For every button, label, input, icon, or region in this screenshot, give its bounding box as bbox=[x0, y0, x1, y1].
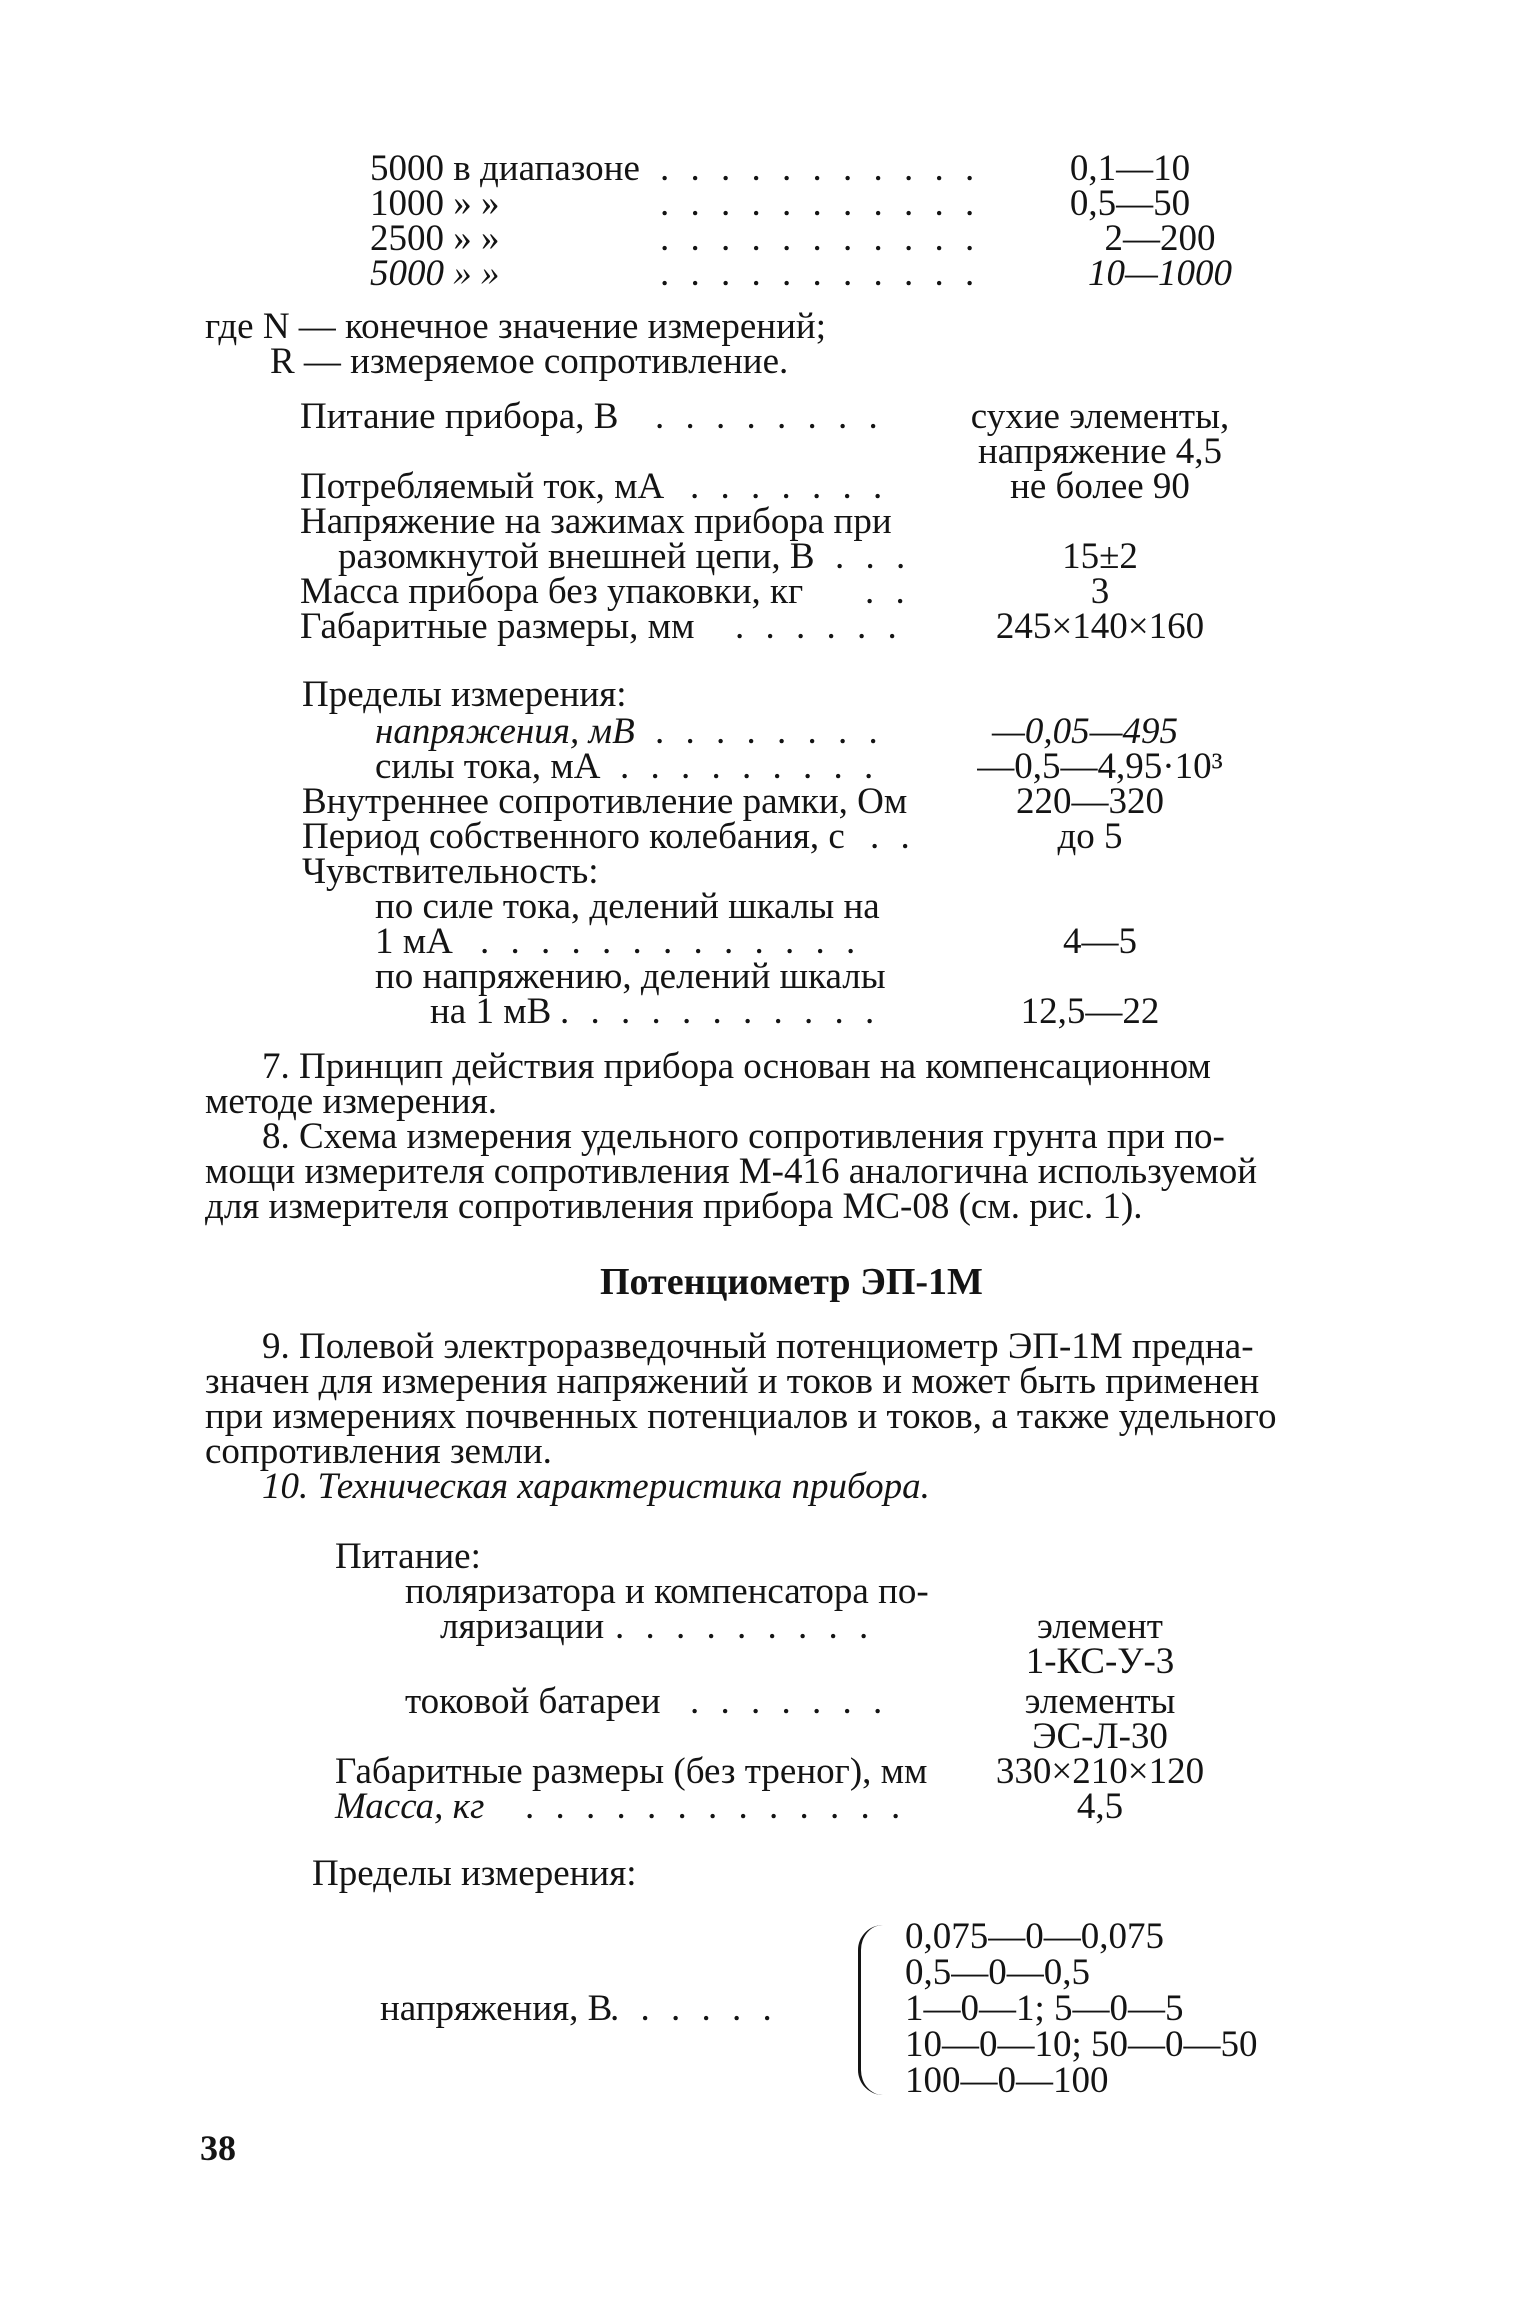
leader-dots: . . bbox=[865, 571, 911, 612]
leader-dots: . . . . . . . . . . . bbox=[660, 218, 981, 259]
leader-dots: . . . . . . . . . . . bbox=[560, 991, 881, 1032]
spec-value: 330×210×120 bbox=[995, 1751, 1205, 1792]
paragraph-9-line: при измерениях почвенных потенциалов и токов, а также удельного bbox=[205, 1396, 1277, 1437]
paragraph-8-line: 8. Схема измерения удельного сопротивления грунта при по- bbox=[262, 1116, 1225, 1157]
paragraph-7-line: 7. Принцип действия прибора основан на компенсационном bbox=[262, 1046, 1211, 1087]
voltage-range: 0,075—0—0,075 bbox=[905, 1916, 1164, 1957]
spec-label: поляризатора и компенсатора по- bbox=[405, 1571, 929, 1612]
limit-label: напряжения, мВ bbox=[375, 711, 635, 752]
spec-value: 4,5 bbox=[1076, 1786, 1124, 1827]
limit-value: 12,5—22 bbox=[1020, 991, 1160, 1032]
where-r-line: R — измеряемое сопротивление. bbox=[270, 341, 789, 382]
spec-value: не более 90 bbox=[1010, 466, 1190, 507]
spec-value: ЭС-Л-30 bbox=[1032, 1716, 1168, 1757]
spec-label: Габаритные размеры, мм bbox=[300, 606, 695, 647]
spec-value: сухие элементы, bbox=[970, 396, 1230, 437]
spec-label: ляризации bbox=[440, 1606, 605, 1647]
spec-label: Масса прибора без упаковки, кг bbox=[300, 571, 804, 612]
range-label: 2500 » » bbox=[370, 218, 500, 259]
paragraph-8-line: для измерителя сопротивления прибора МС-08 (см. рис. 1). bbox=[205, 1186, 1143, 1227]
leader-dots: . . bbox=[870, 816, 916, 857]
paragraph-9-line: 9. Полевой электроразведочный потенциометр ЭП-1М предна- bbox=[262, 1326, 1254, 1367]
leader-dots: . . . . . . . . . bbox=[620, 746, 880, 787]
power-title: Питание: bbox=[335, 1536, 481, 1577]
limit-value: —0,5—4,95·10³ bbox=[977, 746, 1223, 787]
leader-dots: . . . . . . . . . . . bbox=[660, 183, 981, 224]
spec-label: Масса, кг bbox=[335, 1786, 485, 1827]
limit-value: —0,05—495 bbox=[991, 711, 1179, 752]
paragraph-9-line: сопротивления земли. bbox=[205, 1431, 552, 1472]
leader-dots: . . . . . . . . . . . . . bbox=[480, 921, 862, 962]
limit-label: Внутреннее сопротивление рамки, Ом bbox=[302, 781, 908, 822]
leader-dots: . . . . . . . . . . . bbox=[660, 253, 981, 294]
range-value: 0,1—10 bbox=[1069, 148, 1191, 189]
limits-title: Пределы измерения: bbox=[302, 674, 627, 715]
range-value: 0,5—50 bbox=[1069, 183, 1191, 224]
leader-dots: . . . . . . . . . bbox=[615, 1606, 875, 1647]
leader-dots: . . . . . . . . . . . . . bbox=[525, 1786, 907, 1827]
limit-value: до 5 bbox=[1057, 816, 1123, 857]
spec-value: 245×140×160 bbox=[995, 606, 1205, 647]
leader-dots: . . . . . . . . bbox=[655, 711, 884, 752]
limit-label: Чувствительность: bbox=[302, 851, 599, 892]
spec-value: 3 bbox=[1090, 571, 1110, 612]
spec-label: Габаритные размеры (без треног), мм bbox=[335, 1751, 928, 1792]
paragraph-9-line: значен для измерения напряжений и токов и может быть применен bbox=[205, 1361, 1260, 1402]
limit-label: на 1 мВ bbox=[430, 991, 552, 1032]
voltage-range: 100—0—100 bbox=[905, 2060, 1109, 2101]
leader-dots: . . . . . . bbox=[610, 1988, 778, 2029]
range-value: 10—1000 bbox=[1088, 253, 1232, 294]
limit-label: Период собственного колебания, с bbox=[302, 816, 845, 857]
section-heading: Потенциометр ЭП-1М bbox=[600, 1261, 983, 1303]
spec-value: элемент bbox=[1037, 1606, 1163, 1647]
limit-label: по силе тока, делений шкалы на bbox=[375, 886, 880, 927]
range-label: 5000 » » bbox=[370, 253, 500, 294]
limit-value: 220—320 bbox=[1016, 781, 1164, 822]
limit-value: 4—5 bbox=[1063, 921, 1137, 962]
range-value: 2—200 bbox=[1104, 218, 1216, 259]
leader-dots: . . . . . . . . bbox=[655, 396, 884, 437]
leader-dots: . . . . . . bbox=[735, 606, 903, 647]
spec-value: элементы bbox=[1024, 1681, 1176, 1722]
paragraph-7-line: методе измерения. bbox=[205, 1081, 497, 1122]
leader-dots: . . . . . . . . . . . bbox=[660, 148, 981, 189]
leader-dots: . . . . . . . bbox=[690, 466, 889, 507]
paragraph-8-line: мощи измерителя сопротивления М-416 аналогична используемой bbox=[205, 1151, 1258, 1192]
page-number: 38 bbox=[200, 2128, 236, 2168]
voltage-label: напряжения, В bbox=[380, 1988, 613, 2029]
spec-value: 1-КС-У-3 bbox=[1025, 1641, 1175, 1682]
spec-label: Питание прибора, В bbox=[300, 396, 619, 437]
spec-value: напряжение 4,5 bbox=[977, 431, 1223, 472]
where-n-line: где N — конечное значение измерений; bbox=[205, 306, 826, 347]
curly-brace bbox=[858, 1925, 883, 2095]
leader-dots: . . . bbox=[835, 536, 912, 577]
voltage-range: 0,5—0—0,5 bbox=[905, 1952, 1090, 1993]
range-label: 5000 в диапазоне bbox=[370, 148, 640, 189]
paragraph-10: 10. Техническая характеристика прибора. bbox=[262, 1466, 930, 1507]
spec-label: токовой батареи bbox=[405, 1681, 661, 1722]
limit-label: силы тока, мА bbox=[375, 746, 601, 787]
leader-dots: . . . . . . . bbox=[690, 1681, 889, 1722]
spec-value: 15±2 bbox=[1062, 536, 1138, 577]
voltage-range: 1—0—1; 5—0—5 bbox=[905, 1988, 1184, 2029]
voltage-range: 10—0—10; 50—0—50 bbox=[905, 2024, 1258, 2065]
limit-label: 1 мА bbox=[375, 921, 453, 962]
limit-label: по напряжению, делений шкалы bbox=[375, 956, 886, 997]
spec-label: разомкнутой внешней цепи, В bbox=[338, 536, 815, 577]
limits-title: Пределы измерения: bbox=[312, 1853, 637, 1894]
spec-label: Напряжение на зажимах прибора при bbox=[300, 501, 892, 542]
spec-label: Потребляемый ток, мА bbox=[300, 466, 665, 507]
range-label: 1000 » » bbox=[370, 183, 500, 224]
